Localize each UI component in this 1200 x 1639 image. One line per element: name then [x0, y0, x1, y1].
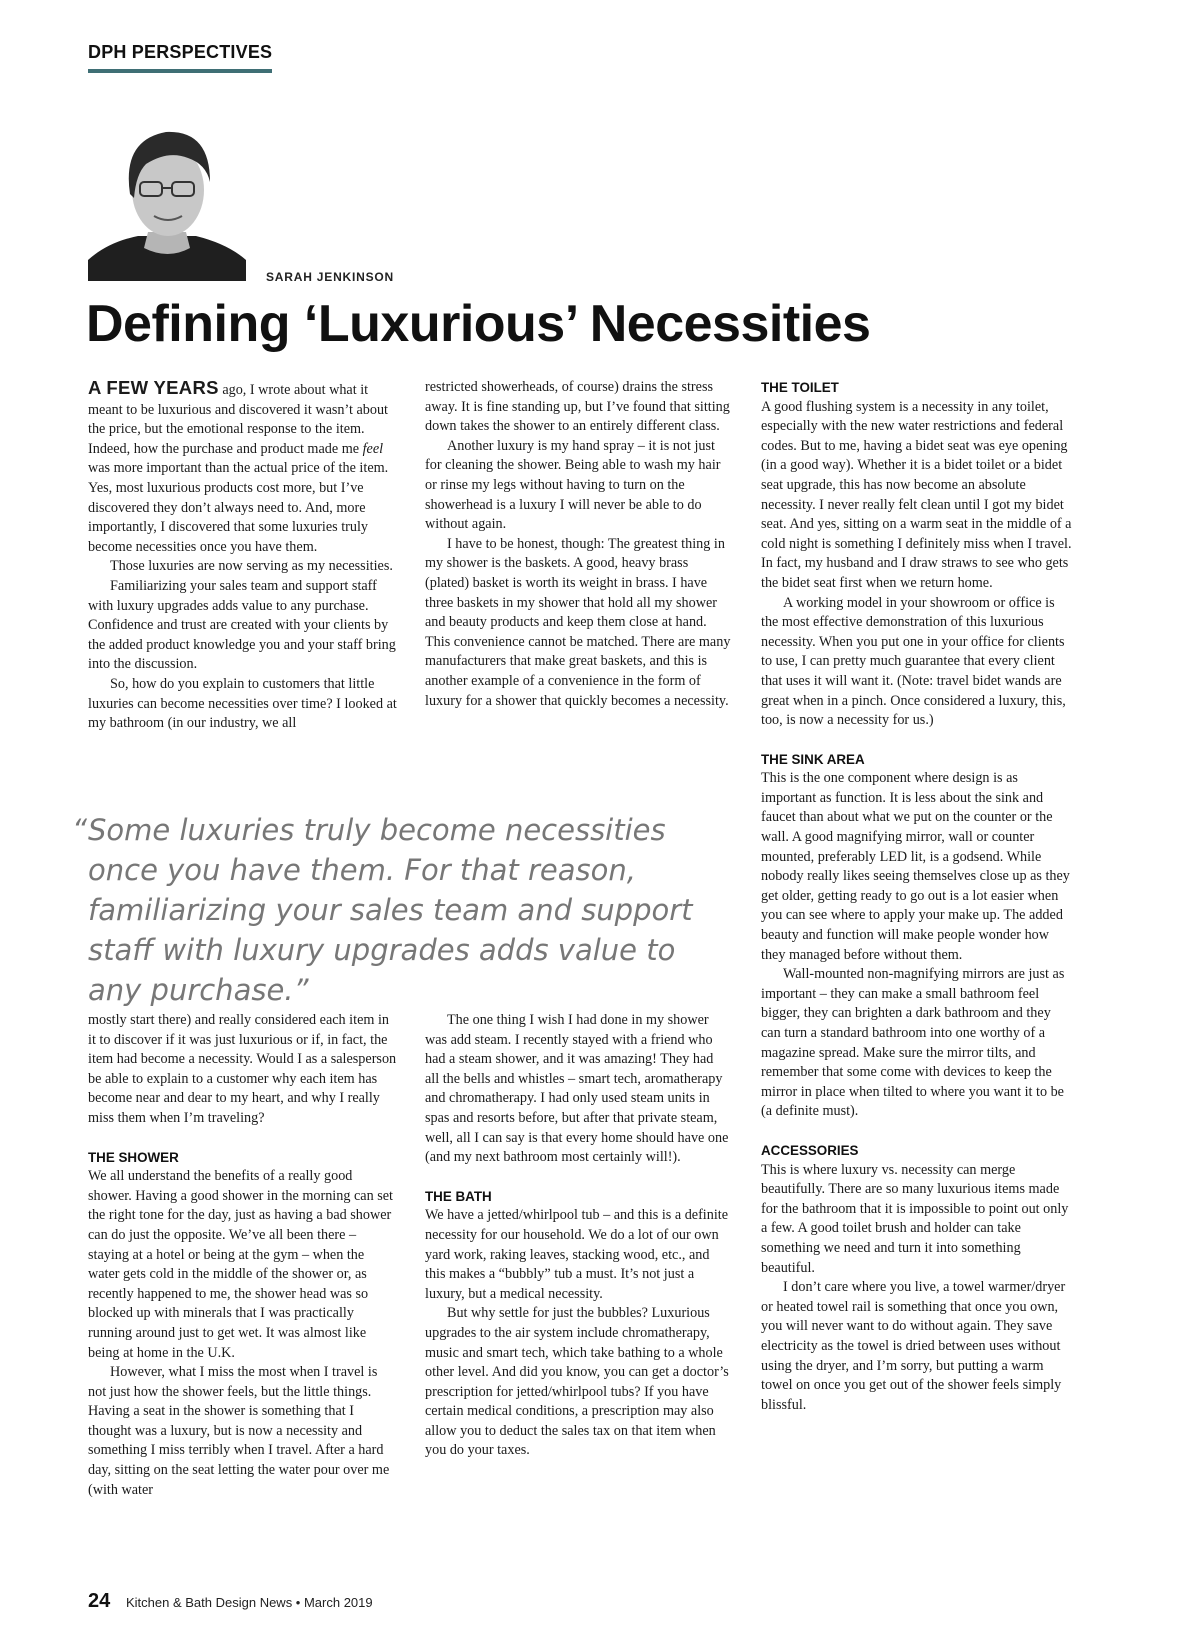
column-1-top — [88, 378, 398, 734]
paragraph: I have to be honest, though: The greatest thing in my shower is the baskets. A good, heavy brass (plated) basket is worth its weight in brass. I have three baskets in my shower that hold all my shower and beauty products and keep them close at hand. This convenience cannot be matched. There are many manufacturers that make great baskets, and this is another example of a convenience in the form of luxury for a shower that quickly becomes a necessity. — [425, 535, 731, 709]
quote-mark: “ — [72, 813, 88, 847]
subhead-accessories: ACCESSORIES — [761, 1142, 859, 1158]
subhead-toilet: THE TOILET — [761, 380, 839, 395]
paragraph: The one thing I wish I had done in my shower was add steam. I recently stayed with a friend who had a steam shower, and it was amazing! They had all the bells and whistles – smart tech, aromatherapy and chromatherapy. I had only used steam units in spas and resorts before, but after that private steam, well, all I can say is that every home should have one (and my next bathroom most certainly will!). — [425, 1012, 729, 1166]
paragraph: Another luxury is my hand spray – it is not just for cleaning the shower. Being able to wash my hair or rinse my legs without having to turn on the showerhead is a luxury I will never be able to do without again. — [425, 437, 721, 533]
article-title: Defining ‘Luxurious’ Necessities — [86, 295, 871, 353]
author-byline: SARAH JENKINSON — [266, 270, 395, 284]
column-1-bottom — [88, 1011, 398, 1500]
paragraph: We have a jetted/whirlpool tub – and this is a definite necessity for our household. We do a lot of our own yard work, raking leaves, stacking wood, etc., and this makes a “bubbly” tub a must. It’s not just a luxury, but a medical necessity. — [425, 1207, 729, 1302]
paragraph: A good flushing system is a necessity in any toilet, especially with the new water restrictions and federal codes. But to me, having a bidet seat was eye opening (in a good way). Whether it is a bidet toilet or a bidet seat upgrade, this has now become an absolute necessity. I never really felt clean until I got my bidet seat. And yes, sitting on a warm seat in the middle of a cold night is something I definitely miss when I travel. In fact, my husband and I draw straws to see who gets the bidet seat first when we return home. — [761, 398, 1072, 591]
pull-quote — [72, 810, 732, 1010]
paragraph: However, what I miss the most when I travel is not just how the shower feels, but the little things. Having a seat in the shower is something that I thought was a luxury, but is now a necessity and something I miss terribly when I travel. After a hard day, sitting on the seat letting the water pour over me (with water — [88, 1364, 390, 1498]
subhead-bath: THE BATH — [425, 1188, 492, 1204]
column-2-bottom — [425, 1011, 731, 1461]
page-number: 24 — [88, 1590, 111, 1612]
intro-paragraph: A FEW YEARS ago, I wrote about what it meant to be luxurious and discovered it wasn’t about the price, but the emotional response to the item. Indeed, how the purchase and product made me feel was more important than the actual price of the item. Yes, most luxurious products cost more, but I’ve discovered they don’t always need to. And, more importantly, I discovered that some luxuries truly become necessities once you have them. — [88, 377, 389, 555]
author-photo — [88, 120, 246, 281]
paragraph: Familiarizing your sales team and support staff with luxury upgrades adds value to any purchase. Confidence and trust are created with your clients by the added product knowledge you and your staff bring into the discussion. — [88, 577, 396, 673]
column-2-top — [425, 378, 731, 711]
paragraph: But why settle for just the bubbles? Luxurious upgrades to the air system include chromatherapy, music and smart tech, which take bathing to a whole other level. And did you know, you can get a doctor’s prescription for jetted/whirlpool tubs? If you have certain medical conditions, a prescription may also allow you to deduct the sales tax on that item when you do your taxes. — [425, 1305, 729, 1459]
paragraph: This is where luxury vs. necessity can merge beautifully. There are so many luxurious items made for the bathroom that it is impossible to point out only a few. A good toilet brush and holder can take something we need and turn it into something beautiful. — [761, 1161, 1069, 1276]
subhead-sink-area: THE SINK AREA — [761, 751, 865, 767]
section-label: DPH PERSPECTIVES — [88, 42, 273, 62]
pull-quote-text: Some luxuries truly become necessities once you have them. For that reason, familiarizing your sales team and support staff with luxury upgrades adds value to any purchase.” — [88, 813, 693, 1007]
paragraph: Those luxuries are now serving as my necessities. — [110, 558, 393, 575]
paragraph: So, how do you explain to customers that little luxuries can become necessities over time? I looked at my bathroom (in our industry, we all — [88, 675, 397, 732]
paragraph: We all understand the benefits of a really good shower. Having a good shower in the morning can set the right tone for the day, just as having a bad shower can do just the opposite. We’ve all been there – staying at a hotel or being at the gym – when the water gets cold in the middle of the shower or, as recently happened to me, the shower head was so blocked up with minerals that I was practically running around just to get wet. It was almost like being at home in the U.K. — [88, 1168, 393, 1361]
paragraph: Wall-mounted non-magnifying mirrors are just as important – they can make a small bathroom feel bigger, they can brighten a dark bathroom and they can turn a standard bathroom into one worthy of a magazine spread. Make sure the mirror tilts, and remember that some come with devices to keep the mirror in place when tilted to where you want it to be (a definite must). — [761, 966, 1065, 1120]
subhead-shower: THE SHOWER — [88, 1149, 179, 1165]
paragraph: restricted showerheads, of course) drains the stress away. It is fine standing up, but I’ve found that sitting down takes the shower to an entirely different class. — [425, 379, 730, 435]
paragraph: I don’t care where you live, a towel warmer/dryer or heated towel rail is something that once you own, you will never want to do without again. They save electricity as the towel is dried between uses without using the dryer, and I’m sorry, but putting a warm towel on once you get out of the shower feels simply blissful. — [761, 1279, 1066, 1413]
section-underline — [88, 69, 272, 73]
paragraph: A working model in your showroom or office is the most effective demonstration of this luxurious necessity. When you put one in your office for clients to use, I can pretty much guarantee that every client that uses it will want it. (Note: travel bidet wands are great when in a pinch. Once considered a luxury, this, too, is now a necessity for us.) — [761, 594, 1066, 729]
paragraph: mostly start there) and really considered each item in it to discover if it was just luxurious or if, in fact, the item had become a necessity. Would I as a salesperson be able to explain to a customer why each item has become near and dear to my heart, and why I really miss them when I’m traveling? — [88, 1012, 397, 1126]
publication-line: Kitchen & Bath Design News • March 2019 — [126, 1595, 373, 1610]
lead-in: A FEW YEARS — [88, 377, 219, 398]
column-3 — [761, 378, 1073, 1415]
paragraph: This is the one component where design is as important as function. It is less about the sink and faucet than about what we put on the counter or the wall. A good magnifying mirror, wall or counter mounted, preferably LED lit, is a godsend. While nobody really likes seeing themselves close up as they get older, getting ready to go out is a lot easier when you can see where to apply your make up. The added beauty and function will make people wonder how they managed before without them. — [761, 770, 1070, 963]
